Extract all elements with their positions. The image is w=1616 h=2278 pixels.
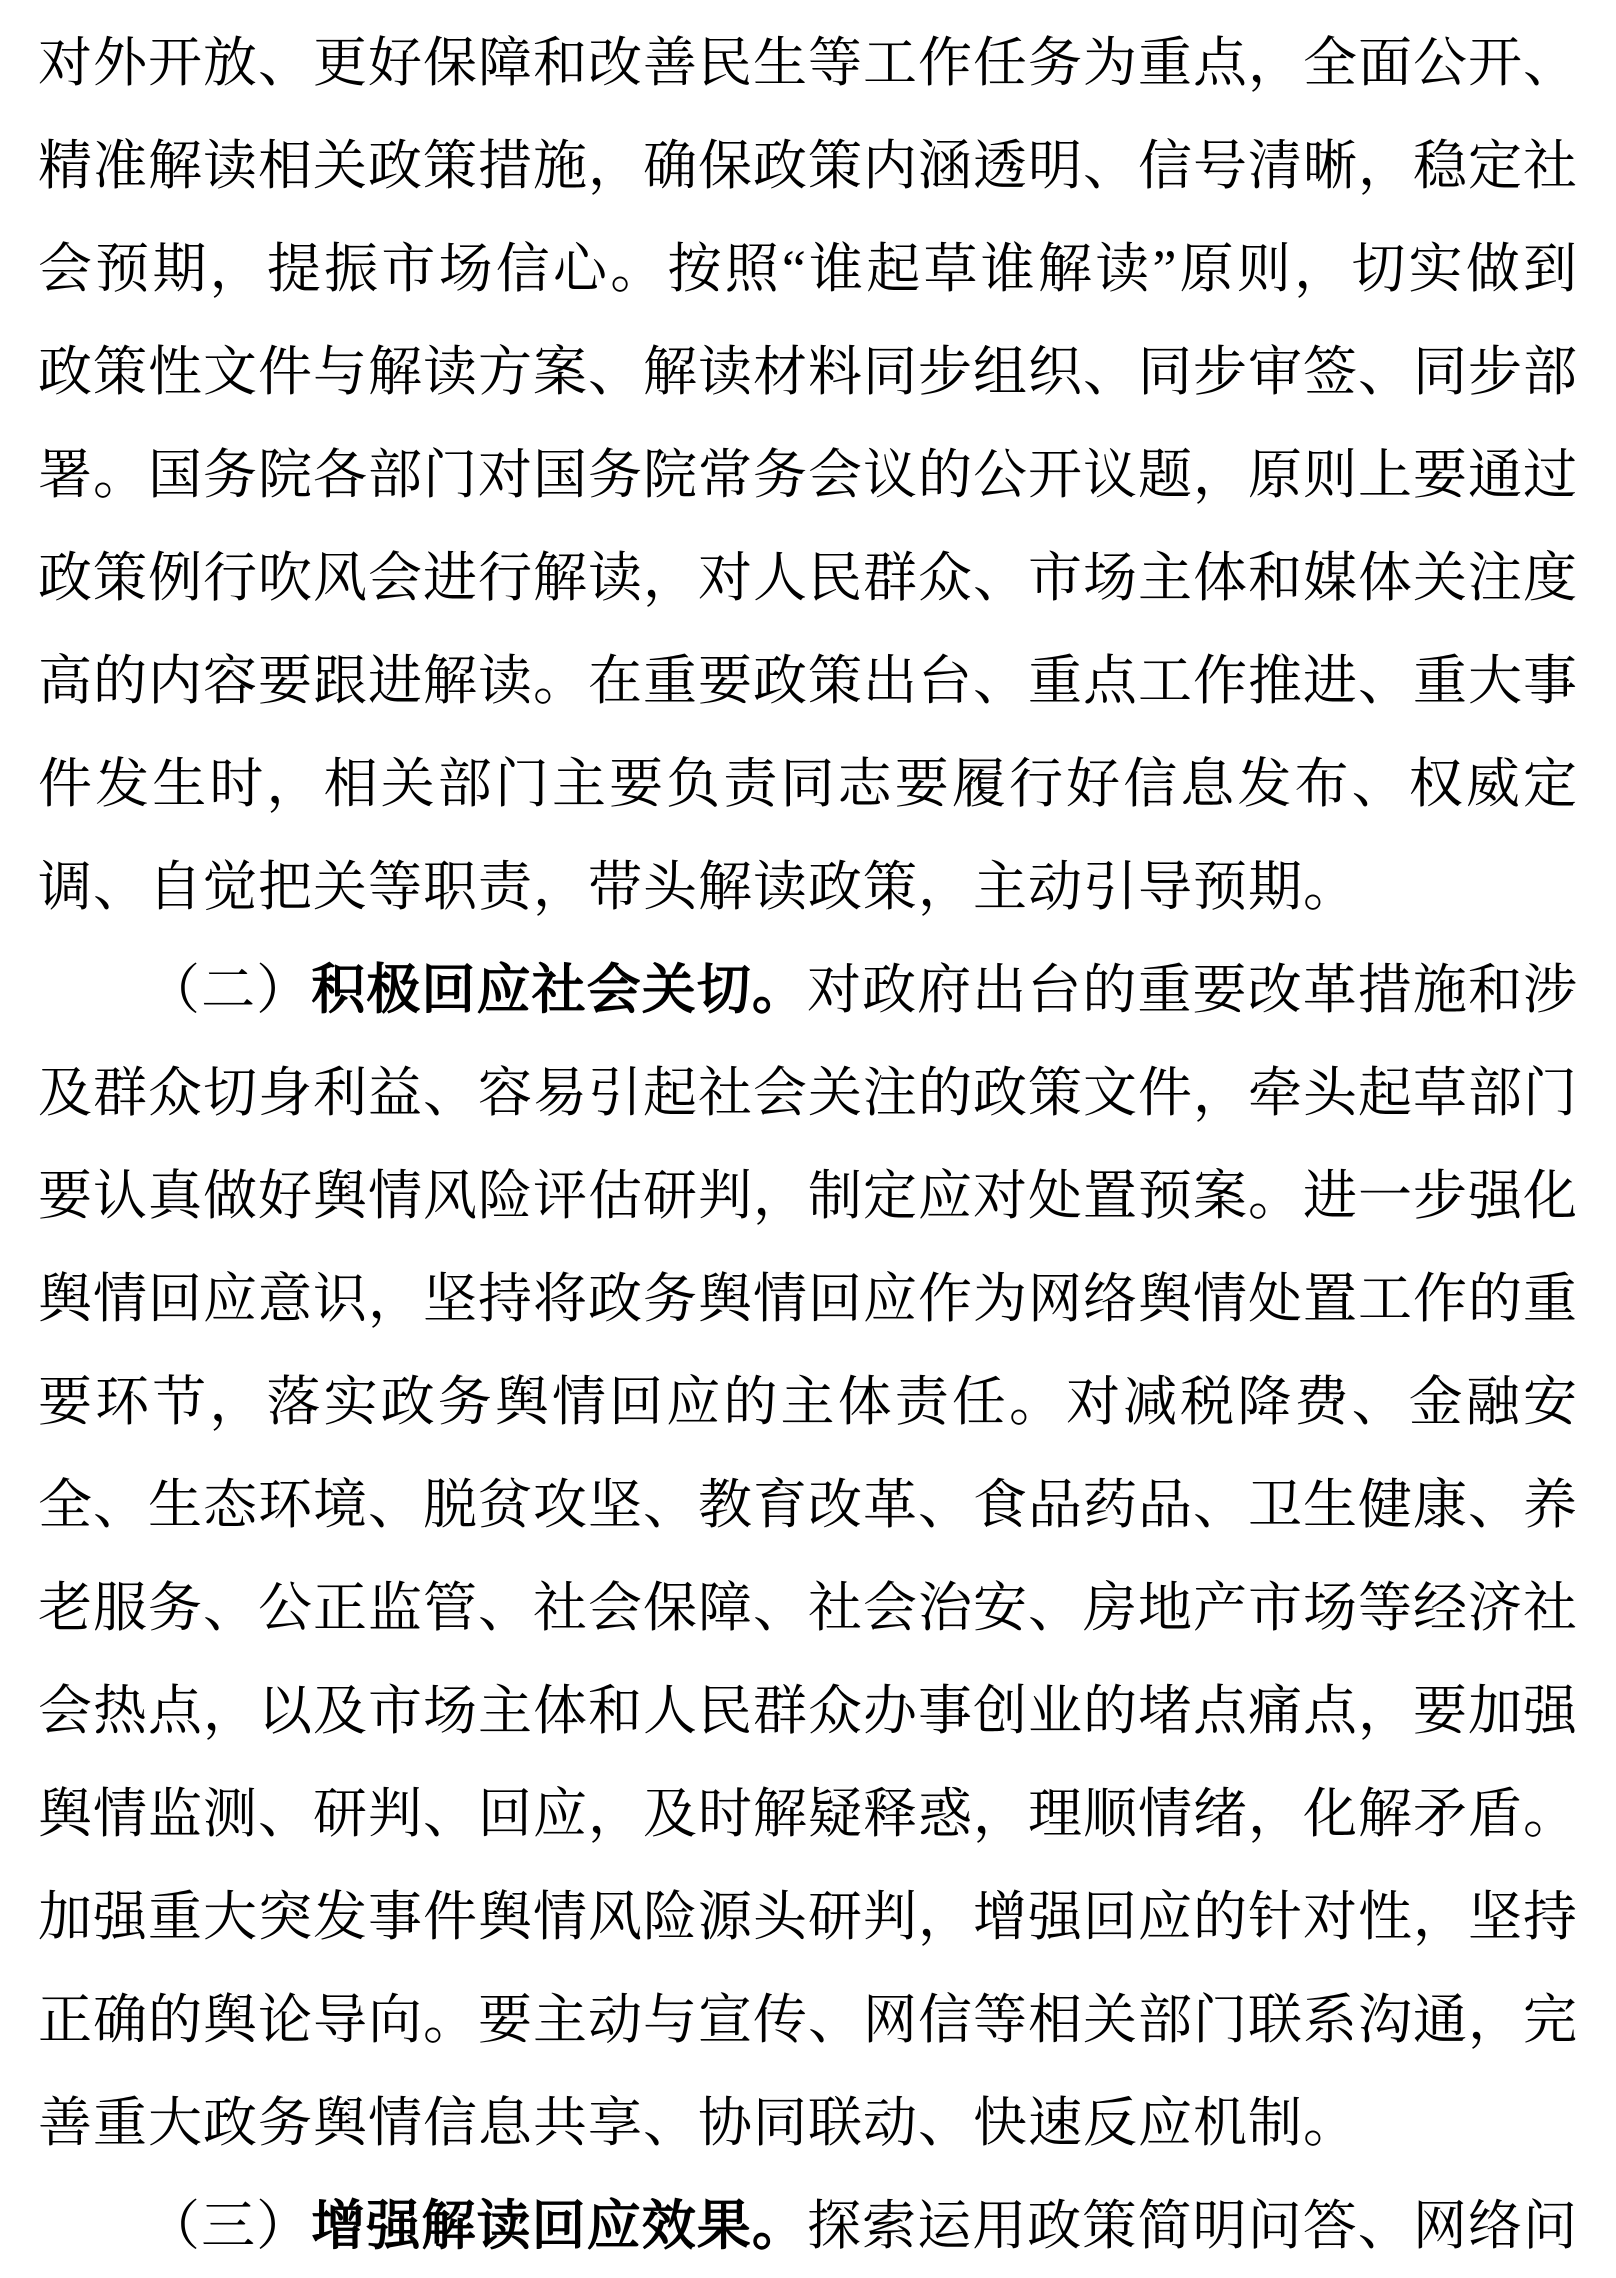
text-line-22	[38, 2175, 1578, 2278]
section-2-number: （二）	[146, 960, 312, 1020]
text-line-5: 署。国务院各部门对国务院常务会议的公开议题，原则上要通过	[38, 445, 1578, 505]
text-line-15: 全、生态环境、脱贫攻坚、教育改革、食品药品、卫生健康、养	[38, 1475, 1578, 1535]
text-line-19: 加强重大突发事件舆情风险源头研判，增强回应的针对性，坚持	[38, 1887, 1578, 1947]
text-line-9: 调、自觉把关等职责，带头解读政策，主动引导预期。	[38, 857, 1358, 917]
section-2-heading: 积极回应社会关切。	[311, 960, 807, 1020]
text-line-16: 老服务、公正监管、社会保障、社会治安、房地产市场等经济社	[38, 1578, 1578, 1638]
text-line-2: 精准解读相关政策措施，确保政策内涵透明、信号清晰，稳定社	[38, 136, 1578, 196]
section-3-number: （三）	[146, 2196, 312, 2256]
text-line-10	[38, 939, 1578, 1042]
text-line-13: 舆情回应意识，坚持将政务舆情回应作为网络舆情处置工作的重	[38, 1269, 1578, 1329]
text-line-6: 政策例行吹风会进行解读，对人民群众、市场主体和媒体关注度	[38, 548, 1578, 608]
text-line-11: 及群众切身利益、容易引起社会关注的政策文件，牵头起草部门	[38, 1063, 1578, 1123]
section-2-body-start: 对政府出台的重要改革措施和涉	[806, 960, 1578, 1020]
text-line-7: 高的内容要跟进解读。在重要政策出台、重点工作推进、重大事	[38, 651, 1578, 711]
section-3-body-start: 探索运用政策简明问答、网络问	[806, 2196, 1578, 2256]
text-line-17: 会热点，以及市场主体和人民群众办事创业的堵点痛点，要加强	[38, 1681, 1578, 1741]
text-line-8: 件发生时，相关部门主要负责同志要履行好信息发布、权威定	[38, 754, 1578, 814]
section-3-heading: 增强解读回应效果。	[311, 2196, 807, 2256]
text-line-18: 舆情监测、研判、回应，及时解疑释惑，理顺情绪，化解矛盾。	[38, 1784, 1578, 1844]
text-line-21: 善重大政务舆情信息共享、协同联动、快速反应机制。	[38, 2093, 1358, 2153]
text-line-12: 要认真做好舆情风险评估研判，制定应对处置预案。进一步强化	[38, 1166, 1578, 1226]
text-line-4: 政策性文件与解读方案、解读材料同步组织、同步审签、同步部	[38, 342, 1578, 402]
text-line-20: 正确的舆论导向。要主动与宣传、网信等相关部门联系沟通，完	[38, 1990, 1578, 2050]
text-line-14: 要环节，落实政务舆情回应的主体责任。对减税降费、金融安	[38, 1372, 1578, 1432]
text-line-3: 会预期，提振市场信心。按照“谁起草谁解读”原则，切实做到	[38, 239, 1578, 299]
text-line-1: 对外开放、更好保障和改善民生等工作任务为重点，全面公开、	[38, 33, 1578, 93]
